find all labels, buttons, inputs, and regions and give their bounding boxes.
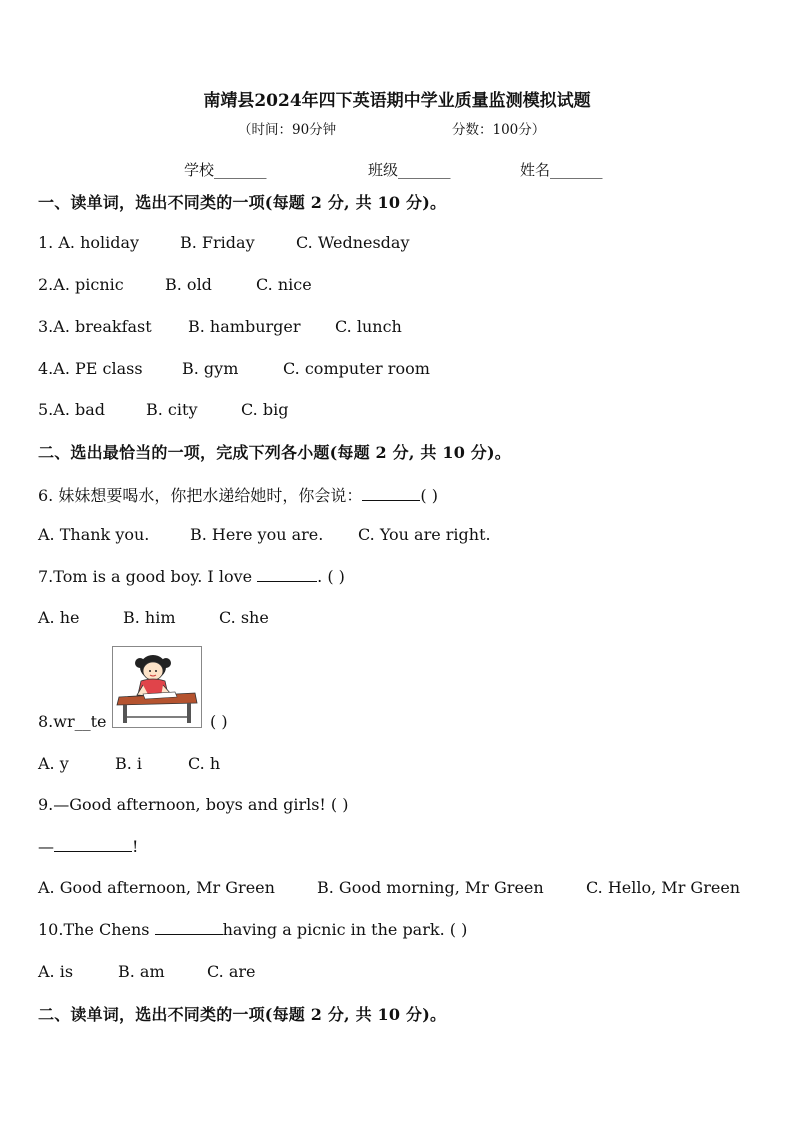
section-3-heading: 二、读单词，选出不同类的一项(每题 2 分, 共 10 分)。	[38, 1005, 447, 1024]
option-b: B. Friday	[180, 233, 255, 252]
question-number: 3.	[38, 317, 54, 336]
question-stem: 7.Tom is a good boy. I love	[38, 567, 258, 586]
option-b: B. i	[115, 754, 143, 773]
question-6	[38, 483, 438, 506]
option-c: C. are	[207, 962, 256, 981]
option-a: A. he	[38, 608, 80, 627]
question-4	[38, 359, 143, 378]
answer-blank	[257, 567, 317, 582]
girl-writing-icon	[113, 647, 201, 727]
option-b: B. Good morning, Mr Green	[317, 878, 544, 897]
answer-blank	[54, 837, 132, 852]
question-8: 8.wr__te	[38, 712, 107, 731]
section-1-heading: 一、读单词，选出不同类的一项(每题 2 分, 共 10 分)。	[38, 193, 447, 212]
question-stem: 10.The Chens	[38, 920, 155, 939]
question-number: 5.	[38, 400, 54, 419]
option-c: C. h	[188, 754, 221, 773]
option-c: C. computer room	[283, 359, 430, 378]
exam-time: （时间：90分钟	[238, 122, 337, 138]
option-a: A. Thank you.	[38, 525, 150, 544]
option-b: B. Here you are.	[190, 525, 324, 544]
section-2-heading: 二、选出最恰当的一项，完成下列各小题(每题 2 分, 共 10 分)。	[38, 443, 511, 462]
question-tail: having a picnic in the park. ( )	[222, 920, 468, 939]
question-number: 1.	[38, 233, 59, 252]
option-c: C. big	[241, 400, 289, 419]
answer-paren: ( )	[420, 486, 438, 505]
answer-paren: ( )	[210, 712, 228, 731]
question-number: 2.	[38, 275, 54, 294]
option-b: B. him	[123, 608, 176, 627]
option-a: A. holiday	[58, 233, 140, 252]
option-a: A. y	[38, 754, 69, 773]
option-c: C. nice	[256, 275, 312, 294]
question-7	[38, 567, 345, 586]
reply-dash: —	[38, 837, 54, 856]
option-b: B. am	[118, 962, 165, 981]
answer-blank	[155, 920, 223, 935]
school-field: 学校_______	[184, 161, 267, 179]
option-a: A. bad	[53, 400, 106, 419]
answer-blank	[362, 486, 420, 501]
reply-end: !	[132, 837, 139, 856]
option-a: A. is	[38, 962, 74, 981]
option-b: B. city	[146, 400, 198, 419]
option-a: A. PE class	[53, 359, 143, 378]
option-a: A. picnic	[53, 275, 124, 294]
question-9-reply	[38, 837, 138, 856]
question-2	[38, 275, 124, 294]
question-stem: 6. 妹妹想要喝水，你把水递给她时，你会说：	[38, 486, 363, 505]
exam-score: 分数：100分）	[452, 122, 546, 138]
option-b: B. old	[165, 275, 212, 294]
question-5	[38, 400, 105, 419]
option-a: A. breakfast	[53, 317, 152, 336]
girl-writing-image	[112, 646, 202, 728]
option-c: C. Hello, Mr Green	[586, 878, 741, 897]
page-title: 南靖县2024年四下英语期中学业质量监测模拟试题	[203, 91, 591, 111]
option-c: C. Wednesday	[296, 233, 410, 252]
class-field: 班级_______	[368, 161, 451, 179]
option-c: C. she	[219, 608, 269, 627]
question-1	[38, 233, 139, 252]
question-10	[38, 920, 467, 939]
option-c: C. You are right.	[358, 525, 491, 544]
option-b: B. gym	[182, 359, 239, 378]
answer-paren: . ( )	[317, 567, 345, 586]
option-a: A. Good afternoon, Mr Green	[38, 878, 275, 897]
question-number: 4.	[38, 359, 54, 378]
question-3	[38, 317, 152, 336]
option-c: C. lunch	[335, 317, 402, 336]
name-field: 姓名_______	[520, 161, 603, 179]
question-9: 9.—Good afternoon, boys and girls! ( )	[38, 795, 349, 814]
option-b: B. hamburger	[188, 317, 301, 336]
